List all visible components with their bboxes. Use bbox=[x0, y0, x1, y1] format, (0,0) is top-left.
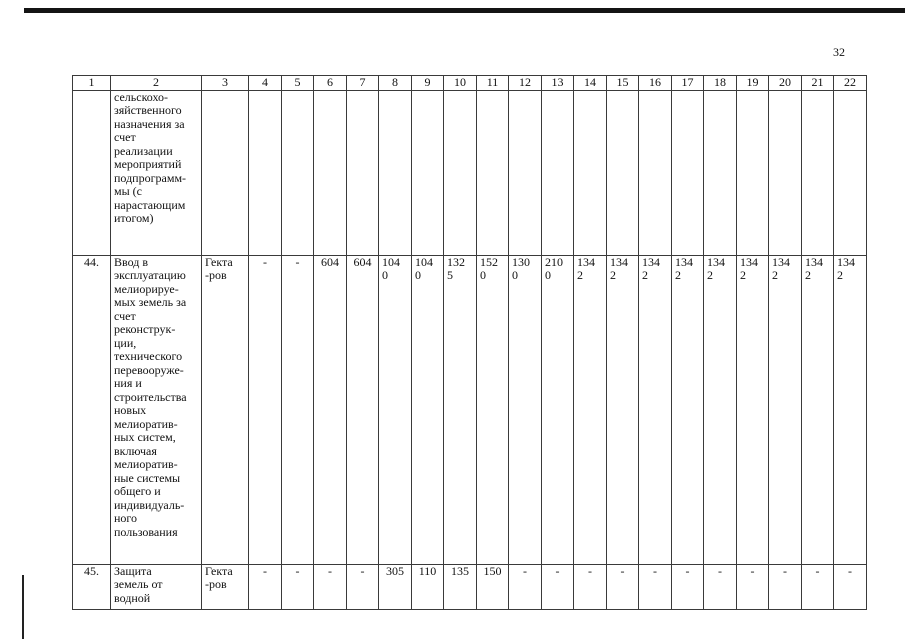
value-cell bbox=[379, 90, 412, 255]
value-cell: 134 2 bbox=[704, 255, 737, 564]
value-cell bbox=[282, 90, 314, 255]
value-cell: 604 bbox=[347, 255, 379, 564]
value-cell: - bbox=[802, 564, 834, 609]
data-table bbox=[72, 75, 867, 610]
indicator-description: сельскохо- зяйственного назначения за счет реализации мероприятий подпрограмм- мы (с нарастающим итогом) bbox=[111, 90, 202, 255]
value-cell: - bbox=[282, 564, 314, 609]
indicator-description: Ввод в эксплуатацию мелиорируе- мых земель за счет реконструк- ции, технического перевооруже- ния и строительства новых мелиоратив- ных систем, включая мелиоратив- ные системы общего и индивидуаль- ного пользования bbox=[111, 255, 202, 564]
column-header: 2 bbox=[111, 76, 202, 91]
value-cell: 305 bbox=[379, 564, 412, 609]
value-cell bbox=[314, 90, 347, 255]
value-cell bbox=[704, 90, 737, 255]
unit-cell bbox=[202, 90, 249, 255]
table-row bbox=[73, 90, 867, 255]
value-cell: 134 2 bbox=[607, 255, 639, 564]
value-cell bbox=[444, 90, 477, 255]
value-cell: 134 2 bbox=[574, 255, 607, 564]
value-cell: 134 2 bbox=[802, 255, 834, 564]
value-cell: 150 bbox=[477, 564, 509, 609]
row-number bbox=[73, 90, 111, 255]
value-cell bbox=[607, 90, 639, 255]
value-cell: 135 bbox=[444, 564, 477, 609]
value-cell bbox=[672, 90, 704, 255]
column-header: 1 bbox=[73, 76, 111, 91]
column-header: 16 bbox=[639, 76, 672, 91]
value-cell: - bbox=[249, 255, 282, 564]
value-cell: - bbox=[509, 564, 542, 609]
value-cell: - bbox=[249, 564, 282, 609]
column-header: 3 bbox=[202, 76, 249, 91]
column-header: 4 bbox=[249, 76, 282, 91]
value-cell: - bbox=[574, 564, 607, 609]
value-cell: 152 0 bbox=[477, 255, 509, 564]
value-cell: 210 0 bbox=[542, 255, 574, 564]
value-cell: - bbox=[769, 564, 802, 609]
value-cell: - bbox=[737, 564, 769, 609]
value-cell bbox=[639, 90, 672, 255]
column-header: 17 bbox=[672, 76, 704, 91]
unit-cell: Гекта -ров bbox=[202, 564, 249, 609]
value-cell: - bbox=[834, 564, 867, 609]
value-cell bbox=[347, 90, 379, 255]
value-cell: 104 0 bbox=[379, 255, 412, 564]
scan-top-border bbox=[24, 8, 905, 13]
page-number: 32 bbox=[833, 45, 845, 59]
column-header: 14 bbox=[574, 76, 607, 91]
row-number: 44. bbox=[73, 255, 111, 564]
value-cell bbox=[574, 90, 607, 255]
value-cell: - bbox=[639, 564, 672, 609]
value-cell: - bbox=[347, 564, 379, 609]
column-header: 22 bbox=[834, 76, 867, 91]
table-row bbox=[73, 564, 867, 609]
value-cell: 134 2 bbox=[834, 255, 867, 564]
value-cell bbox=[509, 90, 542, 255]
value-cell: 104 0 bbox=[412, 255, 444, 564]
value-cell: 134 2 bbox=[639, 255, 672, 564]
value-cell: 604 bbox=[314, 255, 347, 564]
column-header: 9 bbox=[412, 76, 444, 91]
value-cell: 134 2 bbox=[672, 255, 704, 564]
value-cell: - bbox=[672, 564, 704, 609]
value-cell bbox=[542, 90, 574, 255]
value-cell: 132 5 bbox=[444, 255, 477, 564]
row-number: 45. bbox=[73, 564, 111, 609]
column-header: 5 bbox=[282, 76, 314, 91]
table-row bbox=[73, 255, 867, 564]
value-cell: 134 2 bbox=[769, 255, 802, 564]
value-cell bbox=[737, 90, 769, 255]
value-cell: 110 bbox=[412, 564, 444, 609]
value-cell bbox=[477, 90, 509, 255]
value-cell bbox=[834, 90, 867, 255]
column-header: 20 bbox=[769, 76, 802, 91]
column-header: 19 bbox=[737, 76, 769, 91]
column-header: 6 bbox=[314, 76, 347, 91]
value-cell: 130 0 bbox=[509, 255, 542, 564]
value-cell bbox=[412, 90, 444, 255]
value-cell bbox=[802, 90, 834, 255]
column-number-row bbox=[73, 76, 867, 91]
column-header: 10 bbox=[444, 76, 477, 91]
scan-left-border bbox=[22, 575, 24, 639]
column-header: 7 bbox=[347, 76, 379, 91]
column-header: 21 bbox=[802, 76, 834, 91]
column-header: 15 bbox=[607, 76, 639, 91]
column-header: 13 bbox=[542, 76, 574, 91]
column-header: 18 bbox=[704, 76, 737, 91]
value-cell bbox=[249, 90, 282, 255]
value-cell: - bbox=[314, 564, 347, 609]
value-cell: - bbox=[607, 564, 639, 609]
value-cell: - bbox=[704, 564, 737, 609]
indicator-description: Защита земель от водной bbox=[111, 564, 202, 609]
column-header: 12 bbox=[509, 76, 542, 91]
column-header: 11 bbox=[477, 76, 509, 91]
value-cell bbox=[769, 90, 802, 255]
unit-cell: Гекта -ров bbox=[202, 255, 249, 564]
value-cell: - bbox=[282, 255, 314, 564]
value-cell: 134 2 bbox=[737, 255, 769, 564]
column-header: 8 bbox=[379, 76, 412, 91]
value-cell: - bbox=[542, 564, 574, 609]
